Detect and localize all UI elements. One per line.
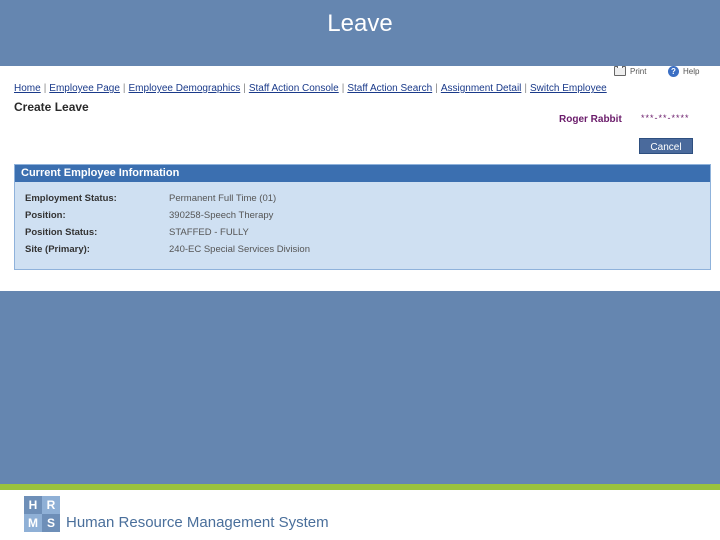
help-button[interactable] bbox=[668, 66, 699, 77]
info-row-employment-status bbox=[25, 193, 310, 210]
employee-name: Roger Rabbit bbox=[559, 114, 622, 125]
info-value: Permanent Full Time (01) bbox=[169, 193, 277, 204]
logo-cell-s: S bbox=[42, 514, 60, 532]
info-row-site-primary bbox=[25, 244, 310, 261]
breadcrumb-assignment-detail[interactable]: Assignment Detail bbox=[440, 83, 522, 94]
info-label: Employment Status: bbox=[25, 193, 117, 204]
logo-cell-h: H bbox=[24, 496, 42, 514]
slide-title: Leave bbox=[327, 10, 393, 37]
info-label: Position: bbox=[25, 210, 66, 221]
cancel-button[interactable]: Cancel bbox=[639, 138, 693, 154]
breadcrumb-staff-action-console[interactable]: Staff Action Console bbox=[248, 83, 339, 94]
page-title: Create Leave bbox=[14, 100, 89, 114]
logo-cell-m: M bbox=[24, 514, 42, 532]
info-row-position bbox=[25, 210, 310, 227]
breadcrumb-separator: | bbox=[524, 83, 528, 94]
info-value: STAFFED - FULLY bbox=[169, 227, 249, 238]
help-icon: ? bbox=[668, 66, 679, 77]
footer-accent-bar bbox=[0, 484, 720, 490]
print-label: Print bbox=[630, 66, 647, 76]
app-screenshot bbox=[0, 66, 720, 291]
breadcrumb-employee-demographics[interactable]: Employee Demographics bbox=[128, 83, 241, 94]
info-grid bbox=[25, 193, 310, 261]
breadcrumb-separator: | bbox=[435, 83, 438, 94]
breadcrumb-home[interactable]: Home bbox=[14, 83, 41, 94]
info-label: Position Status: bbox=[25, 227, 98, 238]
breadcrumb bbox=[14, 83, 607, 94]
print-button[interactable] bbox=[614, 66, 646, 76]
printer-icon bbox=[614, 66, 626, 76]
info-panel-header: Current Employee Information bbox=[15, 165, 710, 182]
current-employee-info-panel bbox=[14, 164, 711, 270]
info-value: 240-EC Special Services Division bbox=[169, 244, 310, 255]
hrms-logo bbox=[24, 496, 60, 532]
breadcrumb-separator: | bbox=[43, 83, 47, 94]
breadcrumb-staff-action-search[interactable]: Staff Action Search bbox=[347, 83, 433, 94]
breadcrumb-employee-page[interactable]: Employee Page bbox=[49, 83, 120, 94]
help-label: Help bbox=[683, 67, 700, 76]
breadcrumb-separator: | bbox=[341, 83, 345, 94]
breadcrumb-separator: | bbox=[122, 83, 126, 94]
breadcrumb-separator: | bbox=[243, 83, 246, 94]
info-row-position-status bbox=[25, 227, 310, 244]
employee-id: ***-**-**** bbox=[641, 113, 690, 123]
info-label: Site (Primary): bbox=[25, 244, 90, 255]
info-value: 390258-Speech Therapy bbox=[169, 210, 274, 221]
breadcrumb-switch-employee[interactable]: Switch Employee bbox=[530, 83, 607, 94]
footer-system-name: Human Resource Management System bbox=[66, 514, 329, 531]
logo-cell-r: R bbox=[42, 496, 60, 514]
